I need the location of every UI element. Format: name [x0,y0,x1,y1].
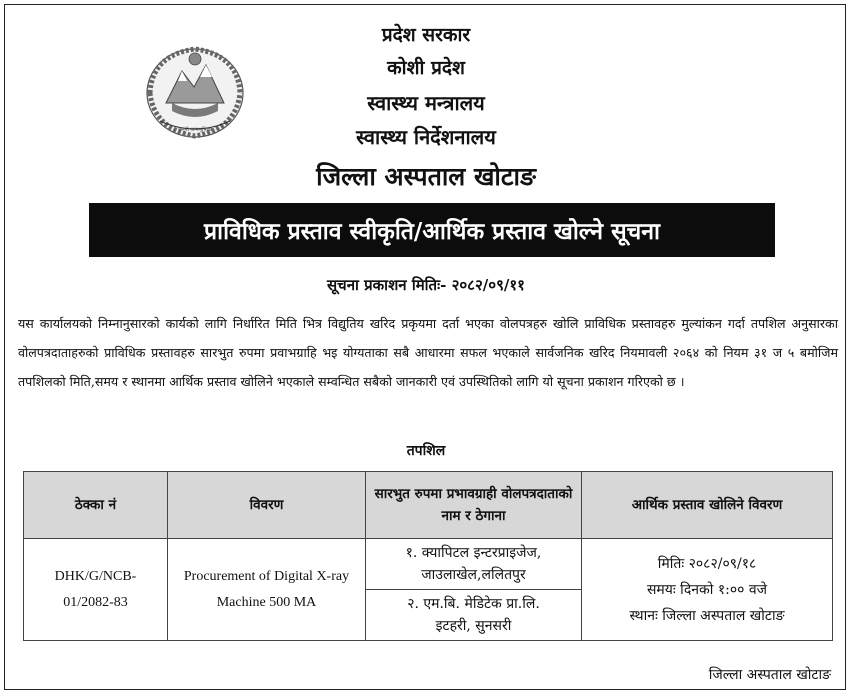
table-header-row [24,472,833,539]
header-line-directorate: स्वास्थ्य निर्देशनालय [356,125,496,149]
header-opening-details: आर्थिक प्रस्ताव खोलिने विवरण [582,472,833,539]
header-bidder: सारभुत रुपमा प्रभावग्राही वोलपत्रदाताको नाम र ठेगाना [366,472,582,539]
opening-details-cell [582,539,833,641]
header-line-ministry: स्वास्थ्य मन्त्रालय [367,91,485,115]
notice-body-text: यस कार्यालयको निम्नानुसारको कार्यको लागि निर्धारित मिति भित्र विद्युतिय खरिद प्रकृयमा दर्ता भएका वोलपत्रहरु खोलि प्राविधिक प्रस्तावहरु मुल्यांकन गर्दा तपशिल अनुसारका वोलपत्रदाताहरुको प्राविधिक प्रस्तावहरु सारभुत रुपमा प्रवाभग्राहि भइ योग्यताका सबै आधारमा सफल भएकाले सार्वजनिक खरिद नियमावली २०६४ को नियम ३१ ज ५ बमोजिम तपशिलको मिति,समय र स्थानमा आर्थिक प्रस्ताव खोलिने भएकाले सम्वन्धित सबैको जानकारी एवं उपस्थितिको लागि यो सूचना प्रकाशन गरिएको छ । [18,316,838,389]
notice-page [4,4,846,690]
header-line-hospital: जिल्ला अस्पताल खोटाङ [316,162,536,191]
opening-date: मितिः २०८२/०९/१८ [657,555,757,572]
table-row [24,539,833,590]
details-table [23,471,833,641]
bidder-cell-2: २. एम.बि. मेडिटेक प्रा.लि. इटहरी, सुनसरी [366,590,582,641]
notice-title-banner: प्राविधिक प्रस्ताव स्वीकृति/आर्थिक प्रस्ताव खोल्ने सूचना [89,203,775,257]
opening-place: स्थानः जिल्ला अस्पताल खोटाङ [629,607,785,624]
bidder-cell-1: १. क्यापिटल इन्टरप्राइजेज, जाउलाखेल,ललितपुर [366,539,582,590]
header-contract-no: ठेक्का नं [24,472,168,539]
opening-time: समयः दिनको १:०० वजे [646,581,768,598]
header-line-government: प्रदेश सरकार [381,24,471,46]
signoff-office: जिल्ला अस्पताल खोटाङ [708,667,831,683]
svg-text:जननी जन्मभूमिश्च: जननी जन्मभूमिश्च [178,127,212,133]
description-cell: Procurement of Digital X-ray Machine 500 MA [168,539,366,641]
contract-number-cell: DHK/G/NCB-01/2082-83 [24,539,168,641]
table-heading: तपशिल [406,443,446,459]
header-line-province: कोशी प्रदेश [387,57,465,79]
publication-date: सूचना प्रकाशन मितिः- २०८२/०९/११ [327,276,525,294]
header-description: विवरण [168,472,366,539]
